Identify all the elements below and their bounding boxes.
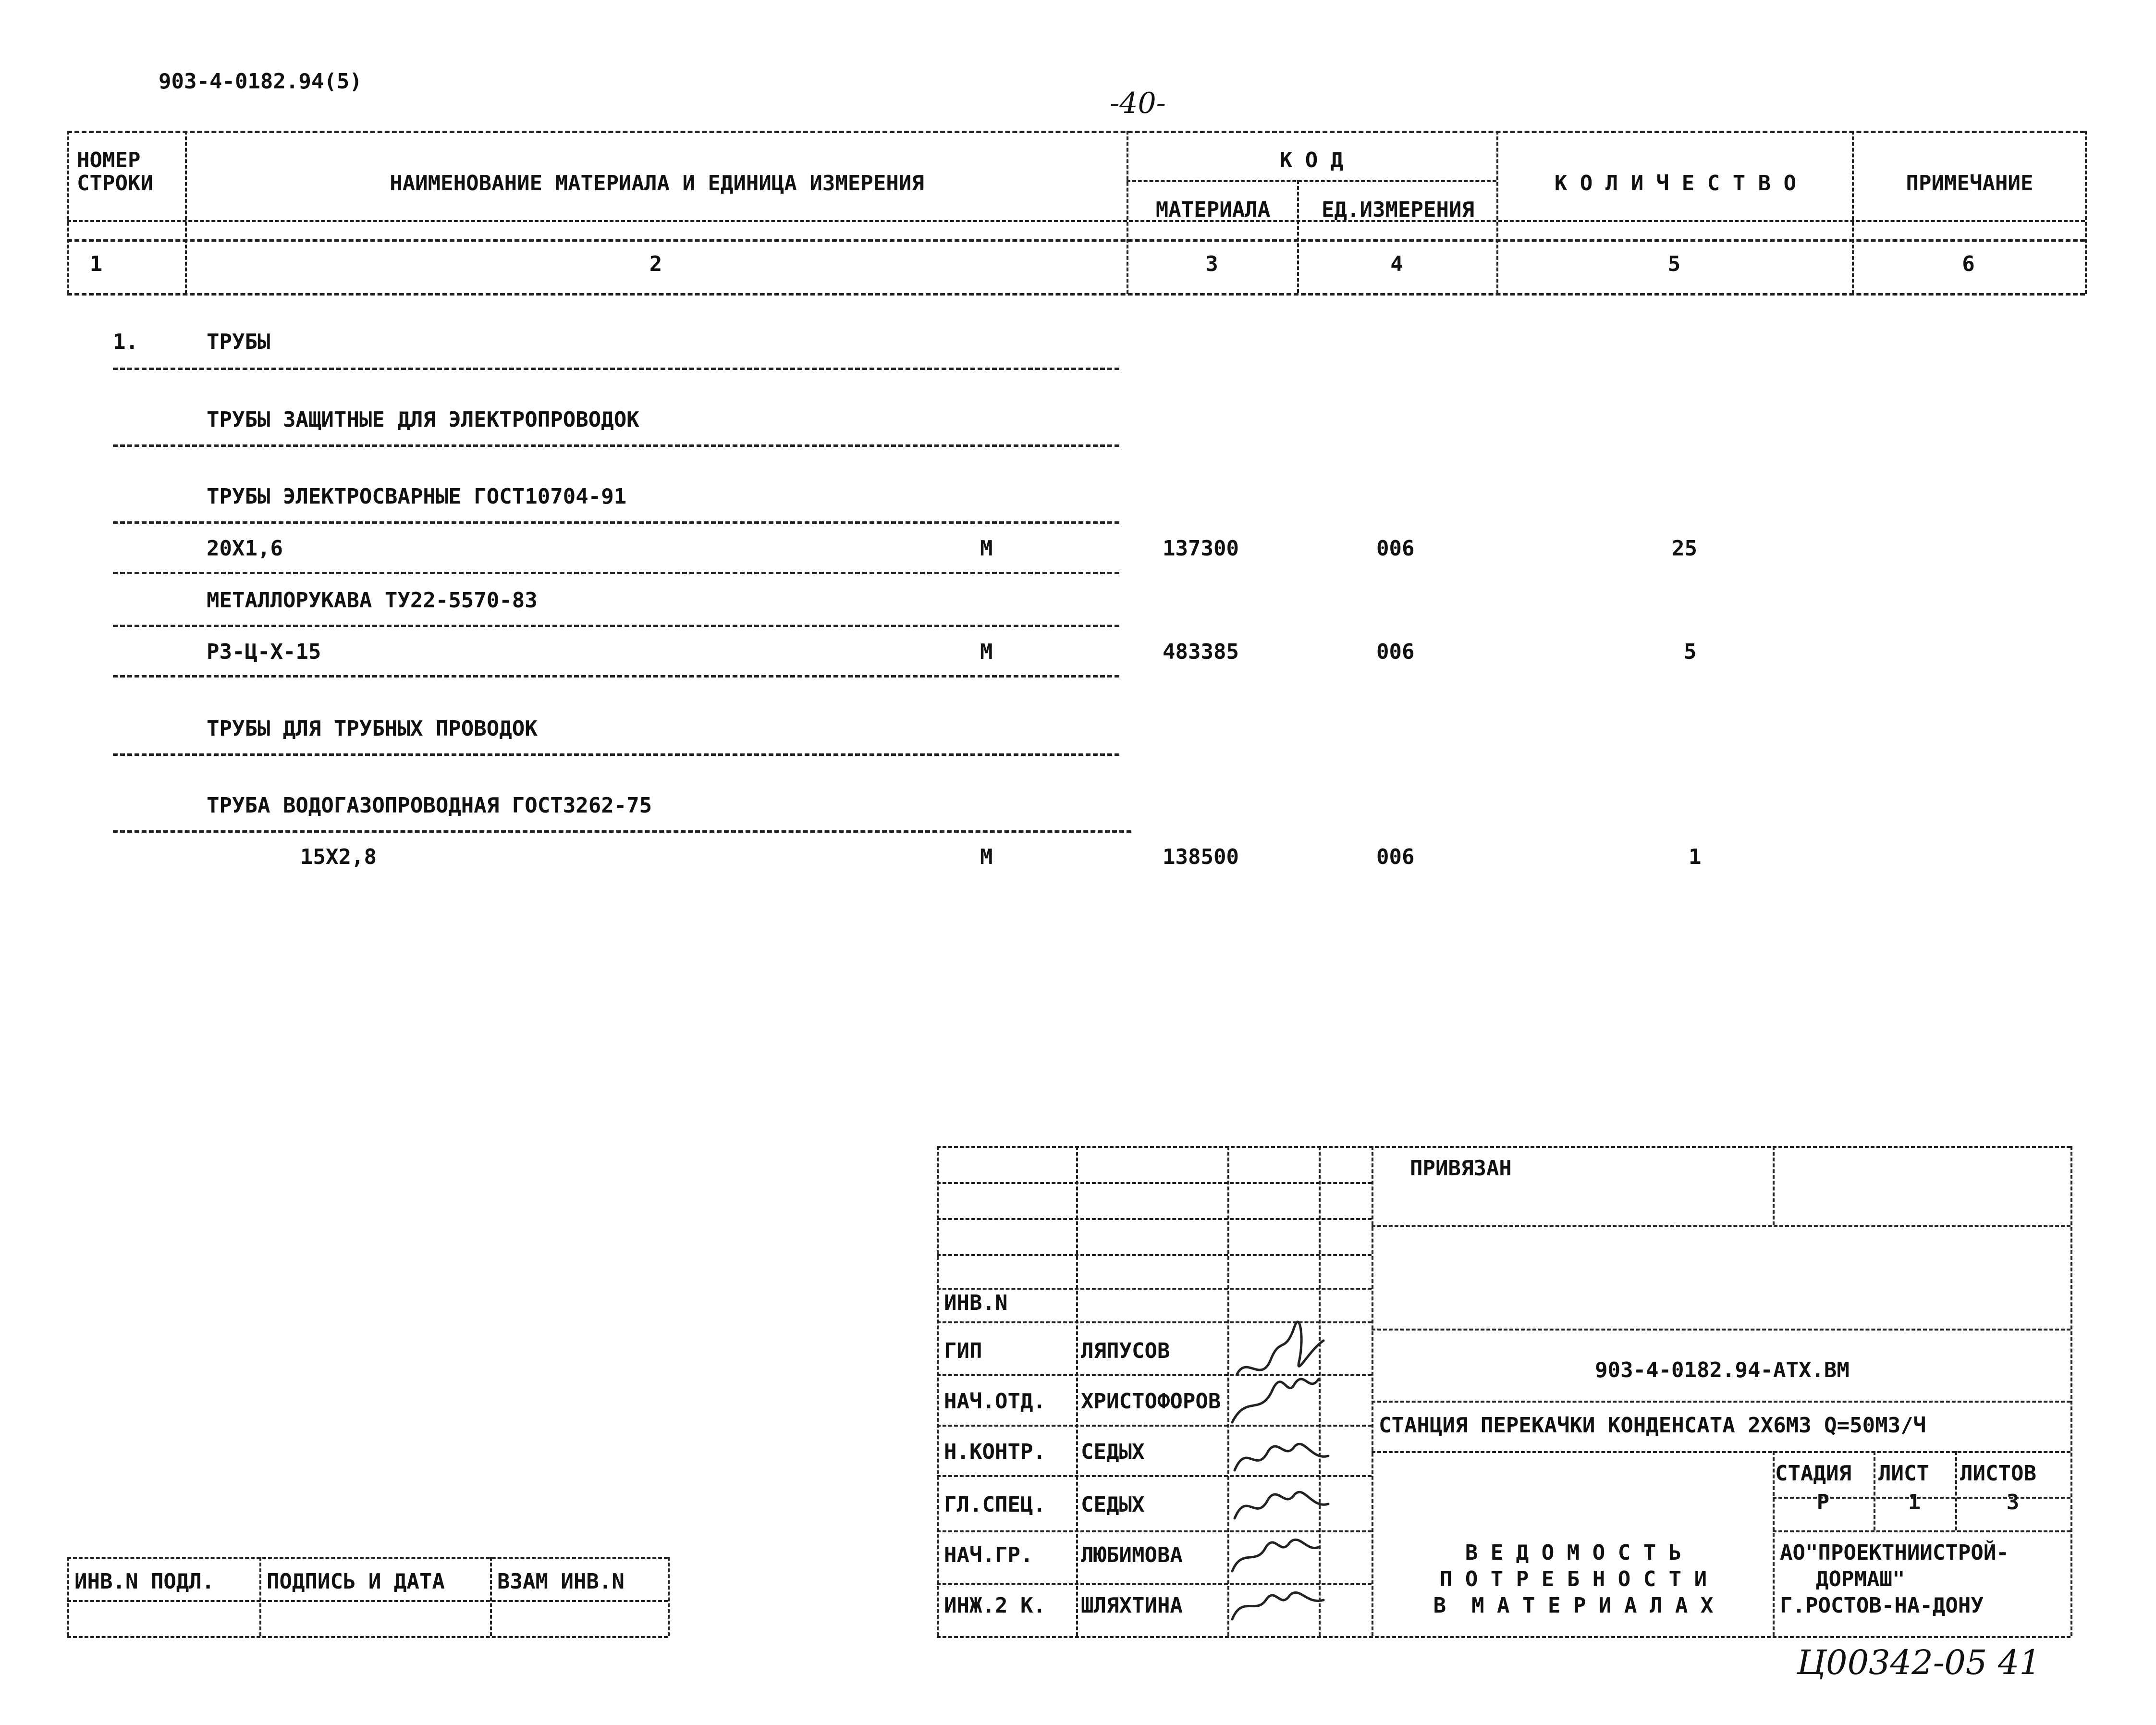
inventory-inv-number-label: ИНВ.N ПОДЛ. [74, 1569, 215, 1594]
page-number: -40- [1110, 86, 1166, 120]
row-name: МЕТАЛЛОРУКАВА ТУ22-5570-83 [207, 588, 538, 613]
col-number-1: 1 [89, 252, 103, 276]
sheets-value: 3 [2006, 1490, 2020, 1515]
staff-name: ШЛЯХТИНА [1081, 1593, 1183, 1618]
doc-code: 903-4-0182.94(5) [159, 69, 362, 94]
header-note: ПРИМЕЧАНИЕ [1906, 171, 2034, 196]
staff-role: ГИП [944, 1339, 982, 1363]
organization-line-1: АО"ПРОЕКТНИИСТРОЙ- [1780, 1540, 2009, 1565]
signature-lyubimova [1232, 1540, 1319, 1571]
staff-role: Н.КОНТР. [944, 1440, 1046, 1464]
row-quantity: 5 [1684, 640, 1697, 664]
col-number-6: 6 [1962, 252, 1975, 276]
col-number-4: 4 [1390, 252, 1403, 276]
header-row-num-2: СТРОКИ [77, 171, 153, 196]
doc-title-line-2: П О Т Р Е Б Н О С Т И [1439, 1567, 1707, 1591]
staff-name: СЕДЫХ [1081, 1440, 1145, 1464]
row-quantity: 1 [1689, 845, 1702, 869]
row-material-code: 483385 [1163, 640, 1239, 664]
signatures [1227, 1297, 1338, 1634]
header-name: НАИМЕНОВАНИЕ МАТЕРИАЛА И ЕДИНИЦА ИЗМЕРЕНИЯ [390, 171, 924, 196]
signature-shlyakhtina [1232, 1592, 1323, 1619]
staff-name: ЛЯПУСОВ [1081, 1339, 1170, 1363]
stage-value: Р [1816, 1490, 1830, 1515]
organization-line-2: ДОРМАШ" [1816, 1567, 1905, 1591]
row-number: 1. [113, 330, 138, 354]
row-name: Р3-Ц-Х-15 [207, 640, 321, 664]
row-name: 15Х2,8 [300, 845, 377, 869]
row-name: ТРУБЫ ЭЛЕКТРОСВАРНЫЕ ГОСТ10704-91 [207, 484, 627, 509]
stage-label: СТАДИЯ [1775, 1461, 1851, 1486]
inventory-replaced-inv-label: ВЗАМ ИНВ.N [497, 1569, 625, 1594]
staff-name: ХРИСТОФОРОВ [1081, 1389, 1221, 1414]
header-row-num-1: НОМЕР [77, 148, 141, 172]
row-material-code: 137300 [1163, 536, 1239, 561]
staff-name: СЕДЫХ [1081, 1492, 1145, 1517]
signature-lyapusov [1237, 1322, 1323, 1374]
row-unit-code: 006 [1376, 845, 1415, 869]
row-name: ТРУБА ВОДОГАЗОПРОВОДНАЯ ГОСТ3262-75 [207, 793, 652, 818]
staff-role: ИНЖ.2 К. [944, 1593, 1046, 1618]
col-number-5: 5 [1667, 252, 1681, 276]
header-code-unit: ЕД.ИЗМЕРЕНИЯ [1322, 197, 1474, 222]
header-quantity: К О Л И Ч Е С Т В О [1554, 171, 1797, 196]
header-code: К О Д [1279, 148, 1344, 172]
row-name: ТРУБЫ [207, 330, 270, 354]
header-code-material: МАТЕРИАЛА [1155, 197, 1271, 222]
signature-sedykh-2 [1235, 1492, 1328, 1518]
staff-role: НАЧ.ГР. [944, 1543, 1033, 1567]
row-unit: М [980, 640, 993, 664]
row-quantity: 25 [1672, 536, 1697, 561]
row-unit: М [980, 845, 993, 869]
row-unit-code: 006 [1376, 536, 1415, 561]
row-name: 20Х1,6 [207, 536, 283, 561]
inventory-signature-date-label: ПОДПИСЬ И ДАТА [267, 1569, 445, 1594]
sheets-label: ЛИСТОВ [1960, 1461, 2036, 1486]
object-name: СТАНЦИЯ ПЕРЕКАЧКИ КОНДЕНСАТА 2Х6М3 Q=50М3/Ч [1379, 1413, 1926, 1438]
row-material-code: 138500 [1163, 845, 1239, 869]
handwritten-archive-number: Ц00342-05 41 [1797, 1643, 2041, 1682]
inv-number-label: ИНВ.N [944, 1291, 1008, 1315]
signature-sedykh-1 [1235, 1444, 1328, 1470]
col-number-2: 2 [649, 252, 662, 276]
row-name: ТРУБЫ ДЛЯ ТРУБНЫХ ПРОВОДОК [207, 716, 538, 741]
staff-name: ЛЮБИМОВА [1081, 1543, 1183, 1567]
sheet-label: ЛИСТ [1878, 1461, 1929, 1486]
signature-khristoforov [1232, 1379, 1319, 1422]
row-name: ТРУБЫ ЗАЩИТНЫЕ ДЛЯ ЭЛЕКТРОПРОВОДОК [207, 407, 639, 432]
privyazan-label: ПРИВЯЗАН [1410, 1156, 1512, 1181]
sheet-value: 1 [1908, 1490, 1921, 1515]
staff-role: ГЛ.СПЕЦ. [944, 1492, 1046, 1517]
col-number-3: 3 [1205, 252, 1218, 276]
staff-role: НАЧ.ОТД. [944, 1389, 1046, 1414]
row-unit-code: 006 [1376, 640, 1415, 664]
doc-title-line-3: В М А Т Е Р И А Л А Х [1433, 1593, 1714, 1618]
organization-line-3: Г.РОСТОВ-НА-ДОНУ [1780, 1593, 1984, 1618]
project-code: 903-4-0182.94-АТХ.ВМ [1595, 1358, 1850, 1382]
doc-title-line-1: В Е Д О М О С Т Ь [1465, 1540, 1682, 1565]
row-unit: М [980, 536, 993, 561]
